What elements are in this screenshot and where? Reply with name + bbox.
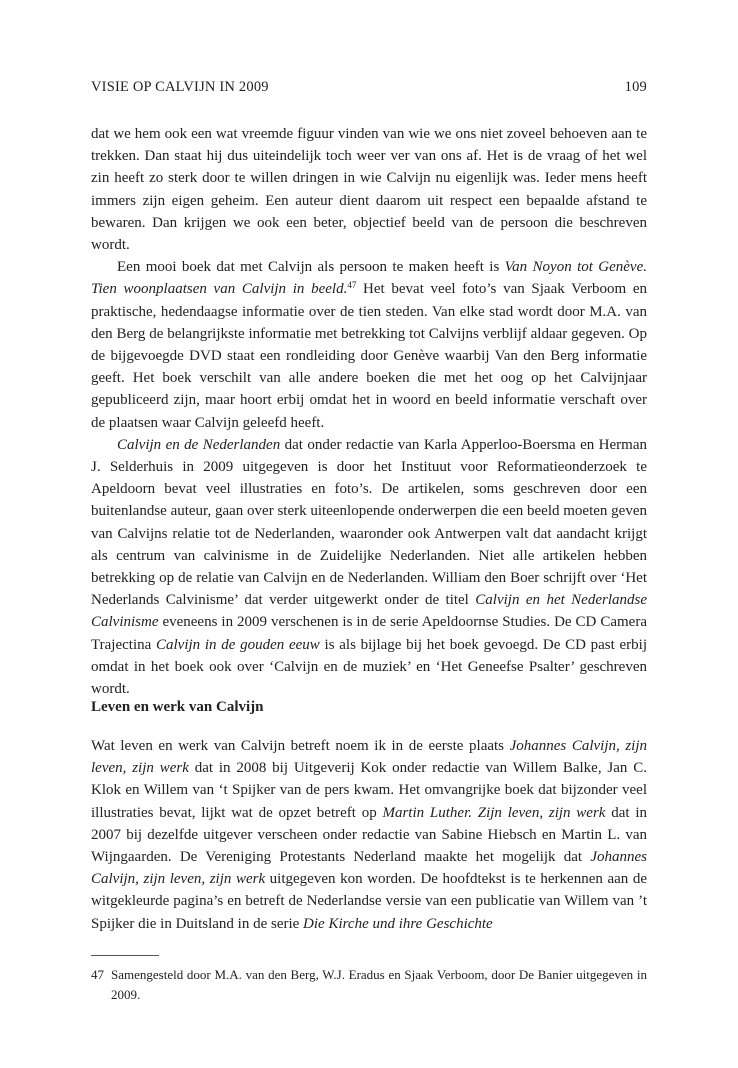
running-header	[91, 79, 647, 99]
main-text	[91, 123, 647, 700]
paragraph-text: eveneens in 2009 verschenen is in de serie Apeldoornse Studies. De CD Camera Trajectina	[91, 614, 647, 653]
cd-title: Calvijn in de gouden eeuw	[155, 636, 320, 653]
paragraph	[91, 123, 647, 256]
page-number: 109	[624, 79, 647, 95]
series-title: Die Kirche und ihre Geschichte	[303, 915, 493, 932]
footnote-reference[interactable]: 47	[347, 280, 357, 291]
footnote-text: Samengesteld door M.A. van den Berg, W.J. Eradus en Sjaak Verboom, door De Banier uitgegeven in 2009.	[111, 967, 647, 1002]
paragraph-text: Een mooi boek dat met Calvijn als persoon te maken heeft is	[117, 259, 505, 276]
paragraph	[91, 434, 647, 700]
paragraph-text: Wat leven en werk van Calvijn betreft noem ik in de eerste plaats	[91, 738, 510, 754]
paragraph	[91, 256, 647, 434]
book-title: Calvijn en de Nederlanden	[117, 436, 281, 453]
book-title: Van Noyon tot Genève. Tien woonplaatsen van Calvijn in beeld.	[91, 259, 647, 298]
footnote-number: 47	[91, 967, 104, 982]
book-title: Johannes Calvijn, zijn leven, zijn werk	[91, 849, 647, 888]
paragraph	[91, 735, 647, 935]
footnote-divider	[91, 955, 159, 956]
paragraph-text: dat in 2008 bij Uitgeverij Kok onder redactie van Willem Balke, Jan C. Klok en Willem van ‘t Spijker van de pers kwam. Het omvangrijke boek dat bijzonder veel illustraties bevat, lijkt wat de opzet betreft op	[91, 760, 647, 821]
book-title: Calvijn en het Nederlandse Calvinisme	[91, 592, 648, 631]
paragraph-text: dat we hem ook een wat vreemde figuur vinden van wie we ons niet zoveel behoeven aan te trekken. Dan staat hij dus uiteindelijk toch weer ver van ons af. Het is de vraag of het wel zin heeft zo sterk door te willen dringen in wie Calvijn nu eigenlijk was. Ieder mens heeft immers zijn eigen geheim. Een auteur dient daarom uit respect een bepaalde afstand te bewaren. Dan krijgen we ook een beter, objectief beeld van de persoon die beschreven wordt.	[91, 126, 647, 254]
paragraph-text: dat in 2007 bij dezelfde uitgever verscheen onder redactie van Sabine Hiebsch en Martin L. van Wijngaarden. De Vereniging Protestants Nederland maakte het mogelijk dat	[91, 804, 647, 866]
book-title: Martin Luther. Zijn leven, zijn werk	[382, 804, 606, 821]
paragraph-text: uitgegeven kon worden. De hoofdtekst is te herkennen aan de witgekleurde pagina’s en betreft de Nederlandse versie van een publicatie van Willem van ’t Spijker die in Duitsland in de serie	[91, 871, 647, 932]
section-text	[91, 735, 647, 935]
section-heading: Leven en werk van Calvijn	[91, 699, 264, 715]
footnote	[91, 965, 647, 1005]
book-title: Johannes Calvijn, zijn leven, zijn werk	[91, 738, 647, 777]
running-title: VISIE OP CALVIJN IN 2009	[91, 79, 269, 95]
paragraph-text: Het bevat veel foto’s van Sjaak Verboom en praktische, hedendaagse informatie over de tien steden. Van elke stad wordt door M.A. van den Berg de belangrijkste informatie met betrekking tot Calvijns verblijf aldaar gegeven. Op de bijgevoegde DVD staat een rondleiding door Genève waarbij Van den Berg informatie geeft. Het boek verschilt van alle andere boeken die met het oog op het Calvijnjaar gepubliceerd zijn, maar hoort erbij omdat het in woord en beeld informatie verschaft over de plaatsen waar Calvijn geleefd heeft.	[91, 281, 647, 431]
paragraph-text: dat onder redactie van Karla Apperloo-Boersma en Herman J. Selderhuis in 2009 uitgegeven is door het Instituut voor Reformatieonderzoek te Apeldoorn bevat veel illustraties en foto’s. De artikelen, soms geschreven door een buitenlandse auteur, gaan over sterk uiteenlopende onderwerpen die een beeld moeten geven van Calvijns relatie tot de Nederlanden, waaronder ook Antwerpen valt dat aandacht krijgt als centrum van calvinisme in de Zuidelijke Nederlanden. Niet alle artikelen hebben betrekking op de relatie van Calvijn en de Nederlanden. William den Boer schrijft over ‘Het Nederlands Calvinisme’ dat verder uitgewerkt onder de titel	[91, 436, 647, 609]
paragraph-text: is als bijlage bij het boek gevoegd. De CD past erbij omdat in het boek ook over ‘Calvijn en de muziek’ en ‘Het Geneefse Psalter’ geschreven wordt.	[91, 636, 648, 698]
